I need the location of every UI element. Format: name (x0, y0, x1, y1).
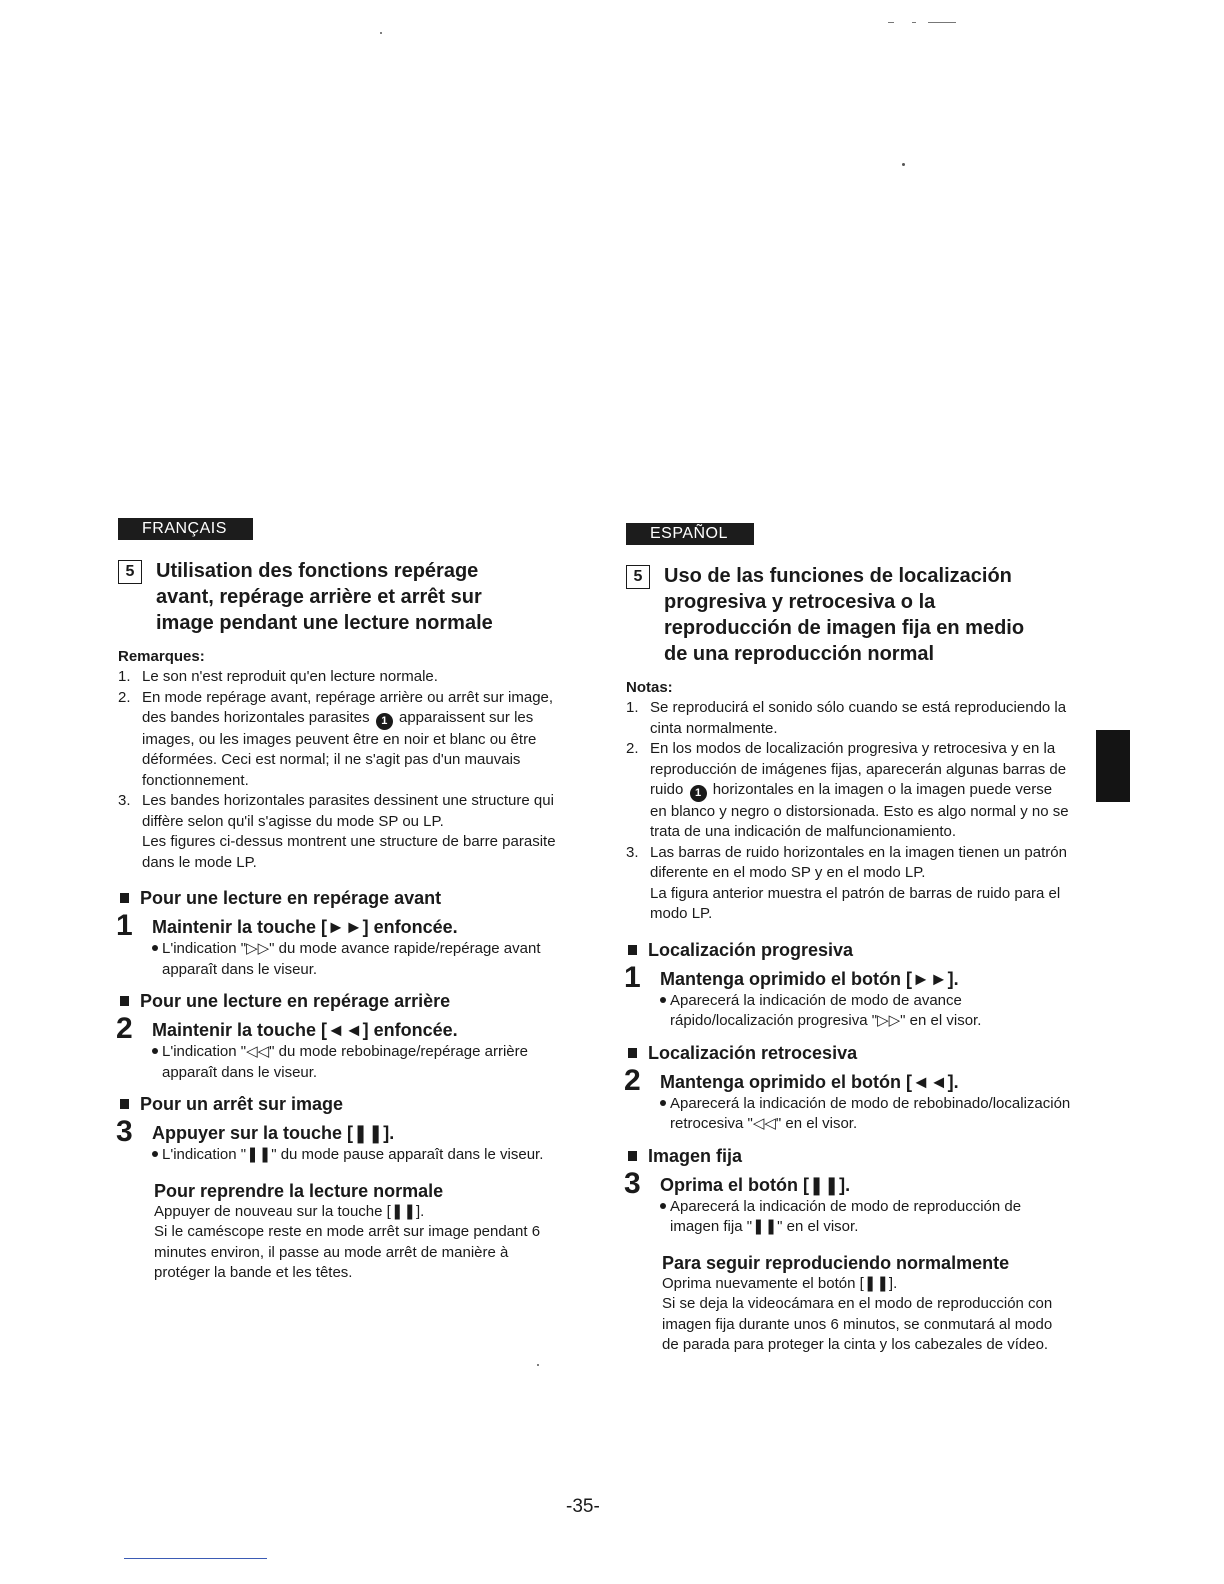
section-title: Utilisation des fonctions repérage avant, repérage arrière et arrêt sur image pendant une lecture normale (156, 560, 493, 634)
step-number: 2 (116, 1012, 133, 1046)
resume-text: Appuyer de nouveau sur la touche [❚❚]. Si le caméscope reste en mode arrêt sur image pendant 6 minutes environ, il passe au mode arrêt de manière à protéger la bande et les têtes. (154, 1202, 541, 1282)
step-title: Maintenir la touche [►►] enfoncée. (152, 917, 458, 938)
subsection-rewind (626, 1042, 1071, 1135)
note-text-continued: horizontales en la imagen o la imagen puede verse en blanco y negro o distorsionada. Esto es algo normal y no se trata de una indicación de malfuncionamiento. (650, 781, 1069, 841)
french-column (118, 518, 563, 1284)
square-bullet-icon (628, 945, 637, 955)
square-bullet-icon (628, 1048, 637, 1058)
step-bullet-text: L'indication "◁◁" du mode rebobinage/repérage arrière apparaît dans le viseur. (162, 1043, 528, 1081)
square-bullet-icon (120, 1099, 129, 1109)
note-item (118, 667, 563, 688)
resume-title: Pour reprendre la lecture normale (154, 1180, 444, 1201)
bullet-dot-icon (660, 1100, 666, 1106)
section-heading (626, 563, 1071, 667)
note-item (626, 843, 1071, 925)
square-bullet-icon (120, 893, 129, 903)
step-bullet-text: Aparecerá la indicación de modo de reproducción de imagen fija "❚❚" en el visor. (670, 1197, 1022, 1236)
step-bullet-text: L'indication "▷▷" du mode avance rapide/repérage avant apparaît dans le viseur. (162, 940, 541, 978)
scan-dash (928, 22, 956, 23)
subsection-still (626, 1145, 1071, 1238)
note-text: Les figures ci-dessus montrent une structure de barre parasite dans le mode LP. (142, 833, 556, 871)
note-item (626, 698, 1071, 739)
square-bullet-icon (628, 1151, 637, 1161)
step-bullet-text: Aparecerá la indicación de modo de rebobinado/localización retrocesiva "◁◁" en el visor. (670, 1094, 1071, 1133)
subsection-fast-forward (626, 939, 1071, 1032)
note-item (626, 739, 1071, 843)
bottom-rule (124, 1558, 267, 1559)
bullet-dot-icon (152, 1151, 158, 1157)
note-text: En mode repérage avant, repérage arrière ou arrêt sur image, des bandes horizontales parasites (142, 688, 554, 726)
step-number: 1 (624, 960, 641, 994)
notes-list (626, 698, 1071, 925)
scan-speck (537, 1364, 539, 1366)
notes-title: Remarques: (118, 648, 205, 665)
scan-dash (888, 22, 894, 23)
resume-text: Oprima nuevamente el botón [❚❚]. Si se deja la videocámara en el modo de reproducción con imagen fija durante unos 6 minutos, se conmutará al modo de parada para proteger la cinta y los cabezales de vídeo. (662, 1274, 1053, 1354)
section-number-box: 5 (118, 560, 142, 584)
resume-block (154, 1180, 563, 1284)
section-heading (118, 558, 563, 636)
section-number-box: 5 (626, 565, 650, 589)
language-tab-spanish: ESPAÑOL (626, 523, 754, 545)
bullet-dot-icon (152, 1048, 158, 1054)
circled-one-icon: 1 (376, 713, 393, 730)
circled-one-icon: 1 (690, 785, 707, 802)
note-text: Las barras de ruido horizontales en la imagen tienen un patrón diferente en el modo SP y en el modo LP. (650, 843, 1067, 882)
subsection-heading: Localización progresiva (648, 939, 854, 960)
side-tab-marker (1096, 730, 1130, 802)
step-number: 3 (624, 1166, 641, 1200)
scan-speck (902, 163, 905, 166)
subsection-heading: Localización retrocesiva (648, 1042, 858, 1063)
bullet-dot-icon (660, 997, 666, 1003)
subsection-fast-forward (118, 887, 563, 980)
step-title: Maintenir la touche [◄◄] enfoncée. (152, 1020, 458, 1041)
note-number: 3. (118, 792, 131, 810)
page-number: -35- (566, 1496, 600, 1517)
note-number: 1. (118, 668, 131, 685)
note-text: Se reproducirá el sonido sólo cuando se está reproduciendo la cinta normalmente. (650, 699, 1067, 737)
subsection-heading: Imagen fija (648, 1145, 743, 1166)
subsection-rewind (118, 990, 563, 1083)
note-text: Les bandes horizontales parasites dessinent une structure qui diffère selon qu'il s'agisse du mode SP ou LP. (142, 792, 554, 830)
note-item (118, 791, 563, 873)
resume-title: Para seguir reproduciendo normalmente (662, 1252, 1010, 1273)
square-bullet-icon (120, 996, 129, 1006)
scan-dash (912, 22, 916, 23)
step-number: 2 (624, 1063, 641, 1097)
note-number: 2. (626, 740, 639, 757)
bullet-dot-icon (152, 945, 158, 951)
step-title: Mantenga oprimido el botón [►►]. (660, 968, 959, 989)
scan-speck (380, 32, 382, 34)
note-text: En los modos de localización progresiva y retrocesiva y en la reproducción de imágenes fijas, aparecerán algunas barras de ruido (650, 740, 1067, 798)
step-number: 1 (116, 909, 133, 943)
notes-list (118, 667, 563, 873)
step-bullet-text: L'indication "❚❚" du mode pause apparaît dans le viseur. (162, 1146, 544, 1164)
step-title: Mantenga oprimido el botón [◄◄]. (660, 1071, 959, 1092)
spanish-column (626, 523, 1071, 1356)
note-text: Le son n'est reproduit qu'en lecture normale. (142, 668, 438, 685)
section-title: Uso de las funciones de localización progresiva y retrocesiva o la reproducción de imagen fija en medio de una reproducción normal (664, 565, 1025, 665)
step-number: 3 (116, 1115, 133, 1149)
step-bullet-text: Aparecerá la indicación de modo de avance rápido/localización progresiva "▷▷" en el visor. (670, 991, 982, 1030)
note-number: 3. (626, 843, 639, 861)
bullet-dot-icon (660, 1203, 666, 1209)
notes-title: Notas: (626, 679, 673, 696)
note-text-continued: apparaissent sur les images, ou les images peuvent être en noir et blanc ou être déformées. Ceci est normal; il ne s'agit pas d'un mauvais fonctionnement. (142, 709, 537, 789)
resume-block (662, 1252, 1071, 1356)
note-number: 2. (118, 688, 131, 706)
subsection-heading: Pour une lecture en repérage avant (140, 888, 442, 909)
note-number: 1. (626, 699, 639, 716)
note-text: La figura anterior muestra el patrón de barras de ruido para el modo LP. (650, 884, 1061, 923)
subsection-heading: Pour une lecture en repérage arrière (140, 991, 451, 1012)
step-title: Appuyer sur la touche [❚❚]. (152, 1123, 395, 1144)
language-tab-french: FRANÇAIS (118, 518, 253, 540)
subsection-still (118, 1093, 563, 1166)
step-title: Oprima el botón [❚❚]. (660, 1174, 851, 1195)
note-item (118, 688, 563, 792)
subsection-heading: Pour un arrêt sur image (140, 1094, 344, 1115)
